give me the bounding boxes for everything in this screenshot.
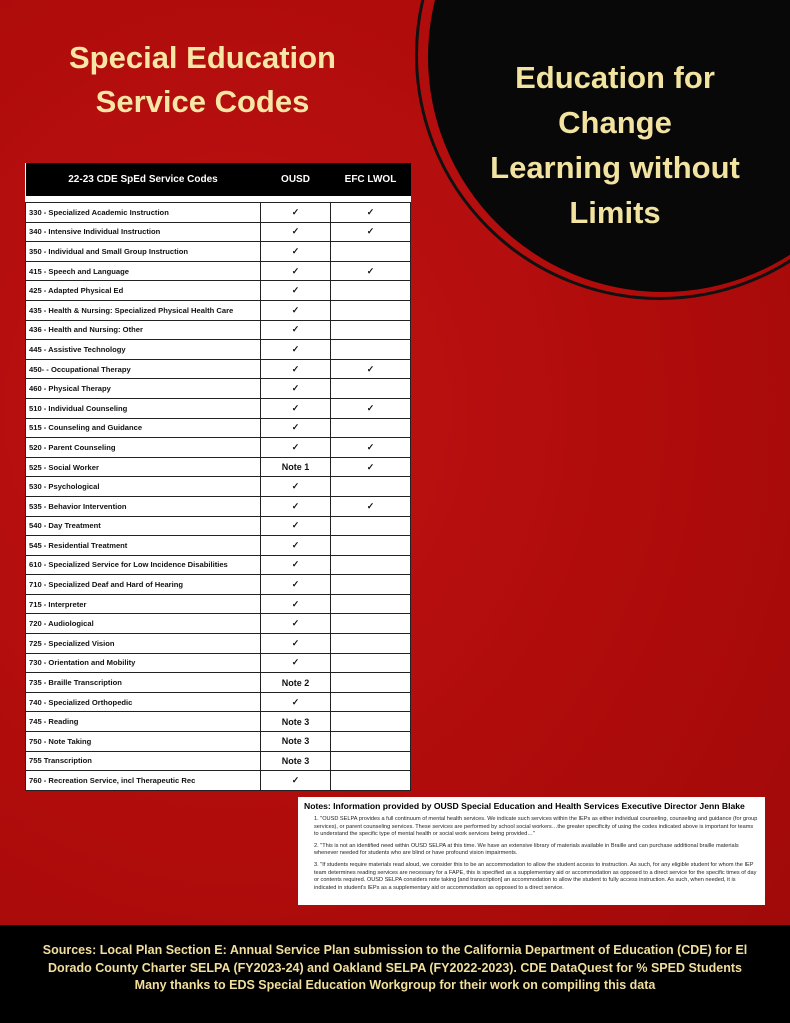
table-row — [26, 536, 411, 556]
efc-lwol-cell — [331, 594, 411, 614]
service-code-cell: 510 - Individual Counseling — [26, 398, 261, 418]
table-row — [26, 261, 411, 281]
table-row — [26, 281, 411, 301]
table-row — [26, 751, 411, 771]
efc-lwol-cell — [331, 732, 411, 752]
efc-lwol-cell — [331, 771, 411, 791]
service-code-cell: 715 - Interpreter — [26, 594, 261, 614]
efc-lwol-cell: ✓ — [331, 222, 411, 242]
efc-lwol-cell — [331, 751, 411, 771]
table-row — [26, 771, 411, 791]
service-code-cell: 725 - Specialized Vision — [26, 634, 261, 654]
sources-footer — [0, 925, 790, 1023]
table-row — [26, 477, 411, 497]
table-row — [26, 203, 411, 223]
table-row — [26, 496, 411, 516]
ousd-cell: ✓ — [261, 418, 331, 438]
efc-lwol-cell — [331, 555, 411, 575]
ousd-cell: ✓ — [261, 222, 331, 242]
table-row — [26, 614, 411, 634]
ousd-cell: ✓ — [261, 398, 331, 418]
efc-lwol-cell — [331, 653, 411, 673]
column-header-ousd: OUSD — [261, 163, 331, 196]
ousd-cell: ✓ — [261, 594, 331, 614]
service-codes-table — [25, 163, 411, 791]
ousd-cell: Note 1 — [261, 457, 331, 477]
service-code-cell: 525 - Social Worker — [26, 457, 261, 477]
service-code-cell: 750 - Note Taking — [26, 732, 261, 752]
ousd-cell: ✓ — [261, 771, 331, 791]
service-code-cell: 435 - Health & Nursing: Specialized Physical Health Care — [26, 300, 261, 320]
table-row — [26, 418, 411, 438]
sources-text: Sources: Local Plan Section E: Annual Service Plan submission to the California Department of Education (CDE) for El Dorado County Charter SELPA (FY2023-24) and Oakland SELPA (FY2022-2023). CDE DataQuest for % SPED Students — [42, 943, 748, 975]
service-code-cell: 520 - Parent Counseling — [26, 438, 261, 458]
ousd-cell: Note 2 — [261, 673, 331, 693]
service-code-cell: 330 - Specialized Academic Instruction — [26, 203, 261, 223]
table-row — [26, 634, 411, 654]
efc-lwol-cell — [331, 712, 411, 732]
table-row — [26, 340, 411, 360]
ousd-cell: Note 3 — [261, 751, 331, 771]
ousd-cell: ✓ — [261, 281, 331, 301]
service-code-cell: 350 - Individual and Small Group Instruction — [26, 242, 261, 262]
ousd-cell: ✓ — [261, 692, 331, 712]
service-code-cell: 445 - Assistive Technology — [26, 340, 261, 360]
efc-lwol-cell — [331, 614, 411, 634]
slogan-line-3: Learning without — [490, 150, 740, 185]
table-row — [26, 516, 411, 536]
table-row — [26, 692, 411, 712]
notes-box — [298, 797, 765, 905]
efc-lwol-cell — [331, 281, 411, 301]
table-row — [26, 379, 411, 399]
efc-lwol-cell — [331, 516, 411, 536]
efc-lwol-cell — [331, 536, 411, 556]
efc-lwol-cell — [331, 340, 411, 360]
efc-lwol-cell — [331, 477, 411, 497]
ousd-cell: ✓ — [261, 203, 331, 223]
service-code-cell: 745 - Reading — [26, 712, 261, 732]
note-1: 1. "OUSD SELPA provides a full continuum of mental health services. We indicate such services within the IEPs as either individual counseling, counseling and guidance (for group services), or parent counseling services. These services are performed by school social workers…the greater specificity of using the codes indicated above is important for teams to understand the specific type of mental health or social work services being provided…" — [314, 816, 758, 838]
note-3: 3. "If students require materials read aloud, we consider this to be an accommodation to allow the student access to instruction. As such, for any eligible student for whom the IEP team determines reading services are necessary for a FAPE, this is specified as a supplementary aid or accommodation as opposed to a direct service for the specific times of day or contents required. OUSD SELPA considers note taking [and transcription] an accommodation to allow the student to fully access instruction. As such, when needed, it is indicated in student's IEPs as a supplementary aid or accommodation as opposed to a direct service. — [314, 861, 757, 891]
table-row — [26, 732, 411, 752]
efc-lwol-cell — [331, 300, 411, 320]
page-title-line-2: Service Codes — [95, 84, 310, 119]
service-code-cell: 730 - Orientation and Mobility — [26, 653, 261, 673]
table-row — [26, 575, 411, 595]
ousd-cell: Note 3 — [261, 732, 331, 752]
ousd-cell: ✓ — [261, 516, 331, 536]
ousd-cell: ✓ — [261, 359, 331, 379]
efc-lwol-cell — [331, 692, 411, 712]
service-code-cell: 540 - Day Treatment — [26, 516, 261, 536]
table-row — [26, 222, 411, 242]
slogan-line-2: Change — [558, 105, 672, 140]
table-row — [26, 438, 411, 458]
notes-title: Notes: Information provided by OUSD Special Education and Health Services Executive Director Jenn Blake — [304, 801, 745, 811]
ousd-cell: ✓ — [261, 653, 331, 673]
ousd-cell: ✓ — [261, 261, 331, 281]
service-code-cell: 610 - Specialized Service for Low Incidence Disabilities — [26, 555, 261, 575]
efc-lwol-cell — [331, 673, 411, 693]
efc-lwol-cell: ✓ — [331, 438, 411, 458]
efc-lwol-cell — [331, 242, 411, 262]
slogan-line-1: Education for — [515, 60, 715, 95]
efc-lwol-cell: ✓ — [331, 496, 411, 516]
ousd-cell: ✓ — [261, 555, 331, 575]
table-header-row — [26, 163, 411, 196]
ousd-cell: ✓ — [261, 379, 331, 399]
service-code-cell: 450- - Occupational Therapy — [26, 359, 261, 379]
efc-lwol-cell: ✓ — [331, 359, 411, 379]
ousd-cell: ✓ — [261, 320, 331, 340]
efc-lwol-cell — [331, 418, 411, 438]
efc-lwol-cell: ✓ — [331, 261, 411, 281]
ousd-cell: ✓ — [261, 477, 331, 497]
service-code-cell: 545 - Residential Treatment — [26, 536, 261, 556]
ousd-cell: ✓ — [261, 536, 331, 556]
table-row — [26, 555, 411, 575]
ousd-cell: ✓ — [261, 575, 331, 595]
table-row — [26, 242, 411, 262]
service-code-cell: 436 - Health and Nursing: Other — [26, 320, 261, 340]
slogan — [470, 55, 760, 235]
service-code-cell: 755 Transcription — [26, 751, 261, 771]
efc-lwol-cell — [331, 575, 411, 595]
table-row — [26, 320, 411, 340]
column-header-service-code: 22-23 CDE SpEd Service Codes — [26, 163, 261, 196]
table-row — [26, 457, 411, 477]
ousd-cell: ✓ — [261, 438, 331, 458]
page-title — [30, 36, 375, 124]
efc-lwol-cell — [331, 379, 411, 399]
table-row — [26, 300, 411, 320]
service-code-cell: 735 - Braille Transcription — [26, 673, 261, 693]
table-row — [26, 359, 411, 379]
slogan-line-4: Limits — [569, 195, 661, 230]
ousd-cell: ✓ — [261, 242, 331, 262]
column-header-efc-lwol: EFC LWOL — [331, 163, 411, 196]
service-code-cell: 760 - Recreation Service, incl Therapeutic Rec — [26, 771, 261, 791]
efc-lwol-cell: ✓ — [331, 457, 411, 477]
table-row — [26, 594, 411, 614]
service-code-cell: 535 - Behavior Intervention — [26, 496, 261, 516]
service-code-cell: 710 - Specialized Deaf and Hard of Hearing — [26, 575, 261, 595]
page-title-line-1: Special Education — [68, 40, 336, 75]
table-row — [26, 398, 411, 418]
service-code-cell: 720 - Audiological — [26, 614, 261, 634]
note-2: 2. "This is not an identified need within OUSD SELPA at this time. We have an extensive library of materials available in Braille and can purchase additional braille materials whenever needed for students who are blind or have profound vision impairments. — [314, 842, 739, 857]
table-row — [26, 653, 411, 673]
efc-lwol-cell — [331, 320, 411, 340]
service-code-cell: 415 - Speech and Language — [26, 261, 261, 281]
ousd-cell: ✓ — [261, 496, 331, 516]
ousd-cell: ✓ — [261, 634, 331, 654]
service-code-cell: 740 - Specialized Orthopedic — [26, 692, 261, 712]
ousd-cell: ✓ — [261, 340, 331, 360]
service-code-cell: 530 - Psychological — [26, 477, 261, 497]
service-code-cell: 340 - Intensive Individual Instruction — [26, 222, 261, 242]
efc-lwol-cell — [331, 634, 411, 654]
ousd-cell: ✓ — [261, 300, 331, 320]
service-code-cell: 425 - Adapted Physical Ed — [26, 281, 261, 301]
efc-lwol-cell: ✓ — [331, 398, 411, 418]
ousd-cell: ✓ — [261, 614, 331, 634]
service-code-cell: 460 - Physical Therapy — [26, 379, 261, 399]
service-code-cell: 515 - Counseling and Guidance — [26, 418, 261, 438]
thanks-text: Many thanks to EDS Special Education Workgroup for their work on compiling this data — [134, 978, 656, 992]
table-row — [26, 712, 411, 732]
ousd-cell: Note 3 — [261, 712, 331, 732]
table-row — [26, 673, 411, 693]
efc-lwol-cell: ✓ — [331, 203, 411, 223]
